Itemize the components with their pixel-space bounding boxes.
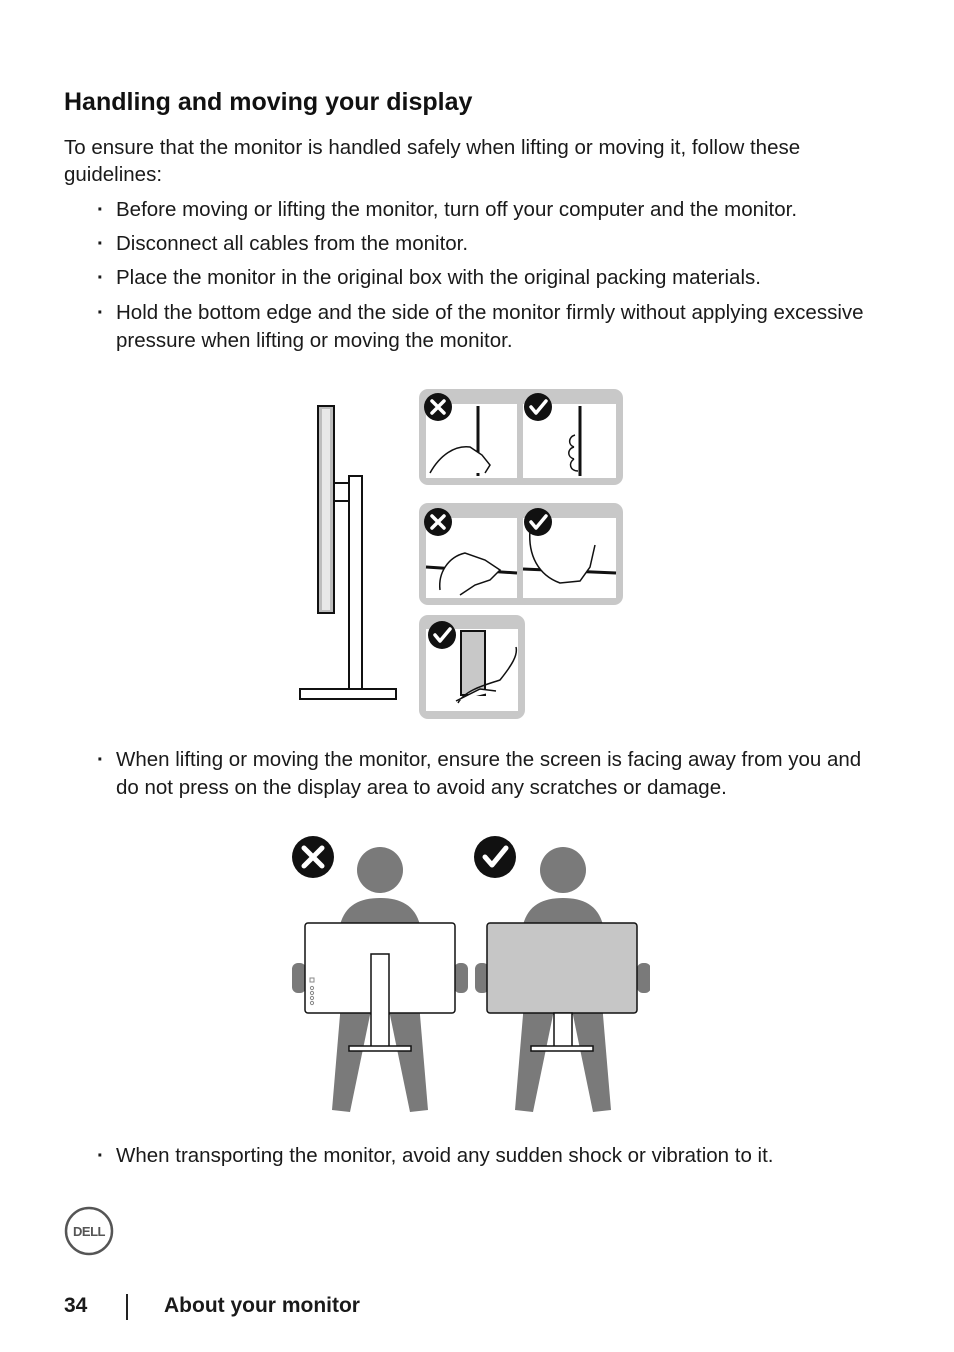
correct-carry-figure: [474, 836, 650, 1112]
bullet-item: · Disconnect all cables from the monitor.: [116, 230, 876, 258]
bullet-item: · When transporting the monitor, avoid any sudden shock or vibration to it.: [116, 1142, 876, 1170]
grip-panel-top: [419, 389, 623, 485]
monitor-side-view: [300, 406, 396, 699]
wrong-carry-figure: [292, 836, 468, 1112]
carrying-monitor-illustration: [285, 830, 650, 1125]
intro-text: To ensure that the monitor is handled safely when lifting or moving it, follow these guidelines:: [64, 136, 801, 186]
footer-section-title: About your monitor: [164, 1294, 360, 1317]
page-number: 34: [64, 1294, 88, 1317]
monitor-handling-illustration: [290, 385, 630, 725]
dell-logo: [64, 1206, 114, 1256]
bullet-item: · Hold the bottom edge and the side of the monitor firmly without applying excessive pressure when lifting or moving the monitor.: [116, 299, 876, 355]
bullet-item: · When lifting or moving the monitor, ensure the screen is facing away from you and do not press on the display area to avoid any scratches or damage.: [116, 746, 876, 802]
grip-panel-bottom: [419, 615, 525, 719]
bullet-item: · Before moving or lifting the monitor, turn off your computer and the monitor.: [116, 196, 876, 224]
page-title: Handling and moving your display: [64, 88, 473, 116]
grip-panel-middle: [419, 503, 623, 605]
bullet-item: · Place the monitor in the original box with the original packing materials.: [116, 264, 876, 292]
footer-divider: [126, 1294, 128, 1320]
svg-text:DELL: DELL: [73, 1224, 105, 1239]
